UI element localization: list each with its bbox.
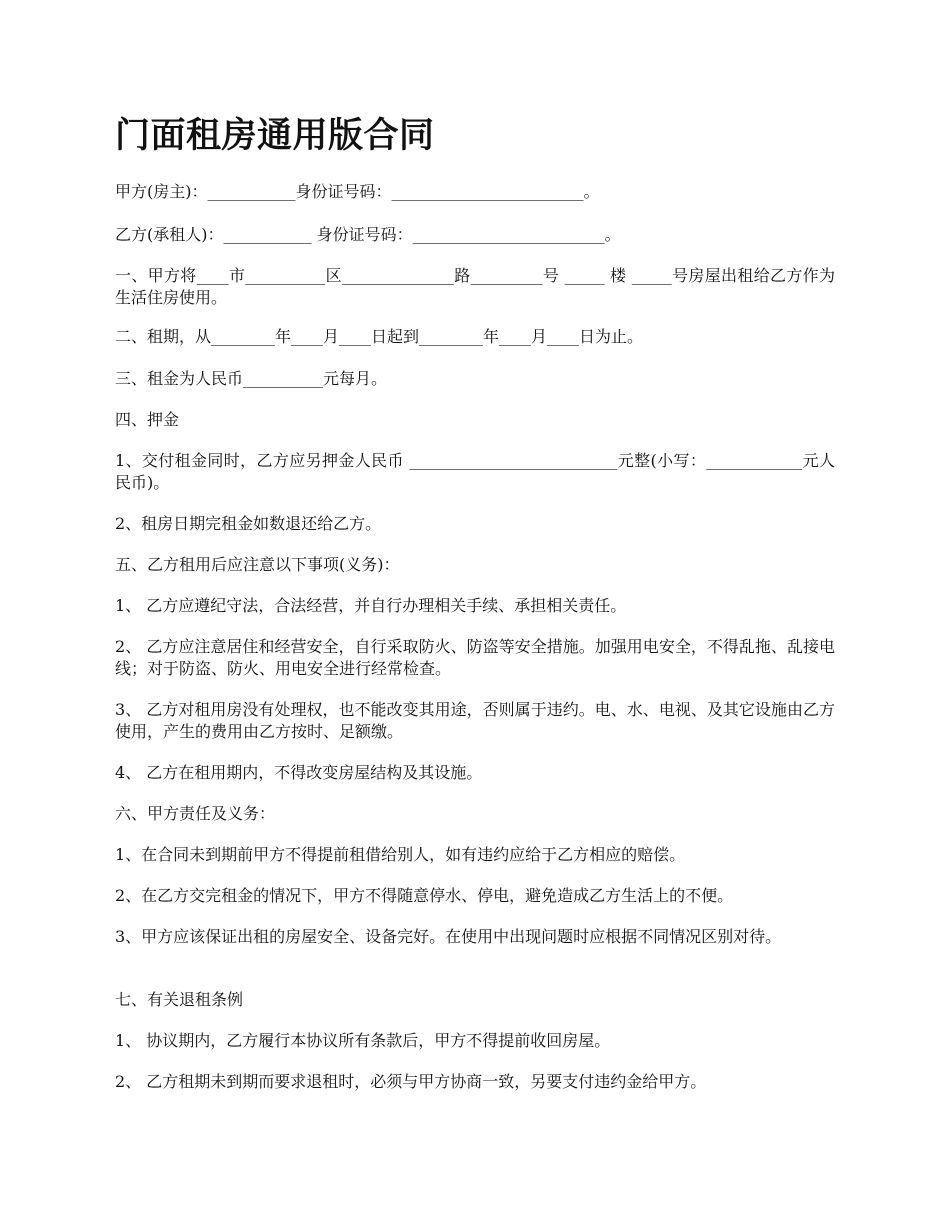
landlord-duty-3: 3、甲方应该保证出租的房屋安全、设备完好。在使用中出现问题时应根据不同情况区别对待。	[115, 927, 782, 946]
deposit-item-1: 1、交付租金同时，乙方应另押金人民币 __________________________元整(小写：____________元人民币)。	[115, 451, 835, 492]
deposit-item-2: 2、租房日期完租金如数退还给乙方。	[115, 514, 382, 533]
tenant-duty-3: 3、 乙方对租用房没有处理权，也不能改变其用途，否则属于违约。电、水、电视、及其它设施由乙方使用，产生的费用由乙方按时、足额缴。	[115, 700, 835, 741]
tenant-duty-4: 4、 乙方在租用期内，不得改变房屋结构及其设施。	[115, 763, 483, 782]
termination-item-2: 2、 乙方租期未到期而要求退租时，必须与甲方协商一致，另要支付违约金给甲方。	[115, 1072, 707, 1091]
document-title: 门面租房通用版合同	[115, 116, 435, 156]
termination-item-1: 1、 协议期内，乙方履行本协议所有条款后，甲方不得提前收回房屋。	[115, 1031, 611, 1050]
clause-1-premises: 一、甲方将____市__________区______________路_________号 _____ 楼 _____号房屋出租给乙方作为生活住房使用。	[115, 266, 835, 307]
clause-7-heading: 七、有关退租条例	[115, 990, 244, 1009]
clause-6-heading: 六、甲方责任及义务：	[115, 804, 276, 823]
tenant-duty-2: 2、 乙方应注意居住和经营安全，自行采取防火、防盗等安全措施。加强用电安全，不得乱拖、乱接电线；对于防盗、防火、用电安全进行经常检查。	[115, 637, 835, 678]
landlord-duty-2: 2、在乙方交完租金的情况下，甲方不得随意停水、停电，避免造成乙方生活上的不便。	[115, 886, 734, 905]
landlord-duty-1: 1、在合同未到期前甲方不得提前租借给别人，如有违约应给于乙方相应的赔偿。	[115, 845, 686, 864]
party-a-line: 甲方(房主)：___________身份证号码：________________________。	[115, 182, 600, 201]
clause-5-heading: 五、乙方租用后应注意以下事项(义务)：	[115, 555, 400, 574]
party-b-line: 乙方(承租人)：___________ 身份证号码：________________________。	[115, 225, 621, 244]
clause-2-term: 二、租期，从________年____月____日起到________年____月____日为止。	[115, 327, 644, 346]
clause-3-rent: 三、租金为人民币__________元每月。	[115, 369, 388, 388]
clause-4-heading: 四、押金	[115, 410, 180, 429]
tenant-duty-1: 1、 乙方应遵纪守法，合法经营，并自行办理相关手续、承担相关责任。	[115, 596, 627, 615]
